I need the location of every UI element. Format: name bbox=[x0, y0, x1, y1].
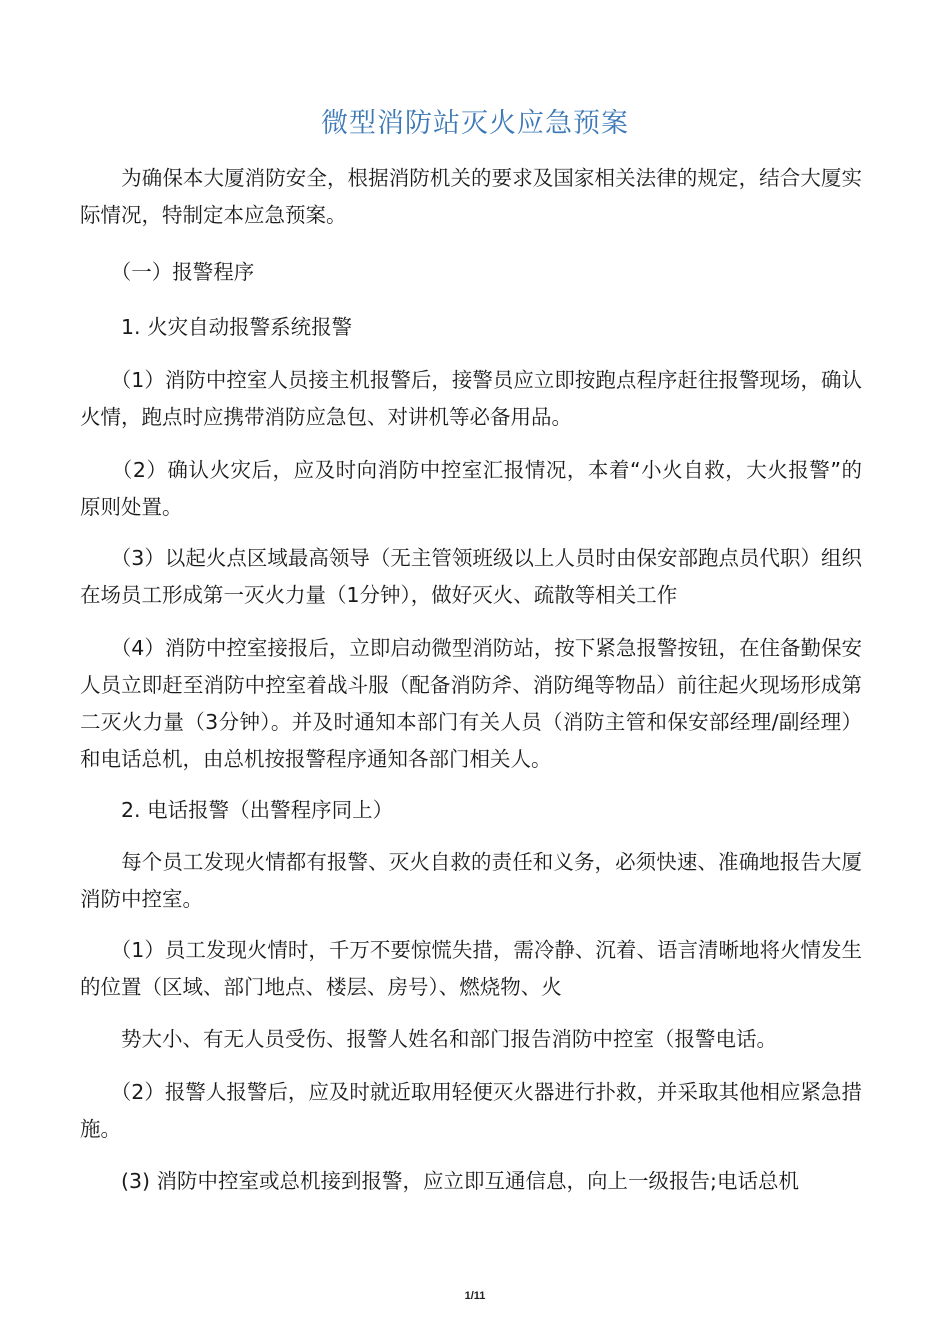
paragraph-auto-alarm-1: （1）消防中控室人员接主机报警后，接警员应立即按跑点程序赶往报警现场，确认火情，跑点时应携带消防应急包、对讲机等必备用品。 bbox=[80, 368, 862, 429]
paragraph-phone-alarm-intro: 每个员工发现火情都有报警、灭火自救的责任和义务，必须快速、准确地报告大厦消防中控室。 bbox=[80, 850, 862, 911]
document-title: 微型消防站灭火应急预案 bbox=[321, 108, 629, 139]
paragraph-phone-alarm-1: （1）员工发现火情时，千万不要惊慌失措，需冷静、沉着、语言清晰地将火情发生的位置（区域、部门地点、楼层、房号）、燃烧物、火 bbox=[80, 938, 862, 999]
page-number: 1/11 bbox=[464, 1290, 486, 1302]
paragraph-phone-alarm-1-cont: 势大小、有无人员受伤、报警人姓名和部门报告消防中控室（报警电话。 bbox=[80, 1027, 777, 1051]
paragraph-auto-alarm-3: （3）以起火点区域最高领导（无主管领班级以上人员时由保安部跑点员代职）组织在场员工形成第一灭火力量（1分钟），做好灭火、疏散等相关工作 bbox=[80, 546, 862, 607]
paragraph-auto-alarm-2: （2）确认火灾后，应及时向消防中控室汇报情况，本着“小火自救，大火报警”的原则处置。 bbox=[80, 458, 862, 519]
subheading-auto-alarm: 1. 火灾自动报警系统报警 bbox=[80, 315, 353, 339]
section-heading-alarm-procedure: （一）报警程序 bbox=[80, 260, 255, 284]
subheading-phone-alarm: 2. 电话报警（出警程序同上） bbox=[80, 798, 394, 822]
paragraph-intro: 为确保本大厦消防安全，根据消防机关的要求及国家相关法律的规定，结合大厦实际情况，特制定本应急预案。 bbox=[80, 166, 862, 227]
paragraph-auto-alarm-4: （4）消防中控室接报后，立即启动微型消防站，按下紧急报警按钮，在住备勤保安人员立即赶至消防中控室着战斗服（配备消防斧、消防绳等物品）前往起火现场形成第二灭火力量（3分钟）。并及时通知本部门有关人员（消防主管和保安部经理/副经理）和电话总机，由总机按报警程序通知各部门相关人。 bbox=[80, 636, 862, 771]
paragraph-phone-alarm-3: (3) 消防中控室或总机接到报警，应立即互通信息，向上一级报告;电话总机 bbox=[80, 1169, 799, 1193]
paragraph-phone-alarm-2: （2）报警人报警后，应及时就近取用轻便灭火器进行扑救，并采取其他相应紧急措施。 bbox=[80, 1080, 862, 1141]
